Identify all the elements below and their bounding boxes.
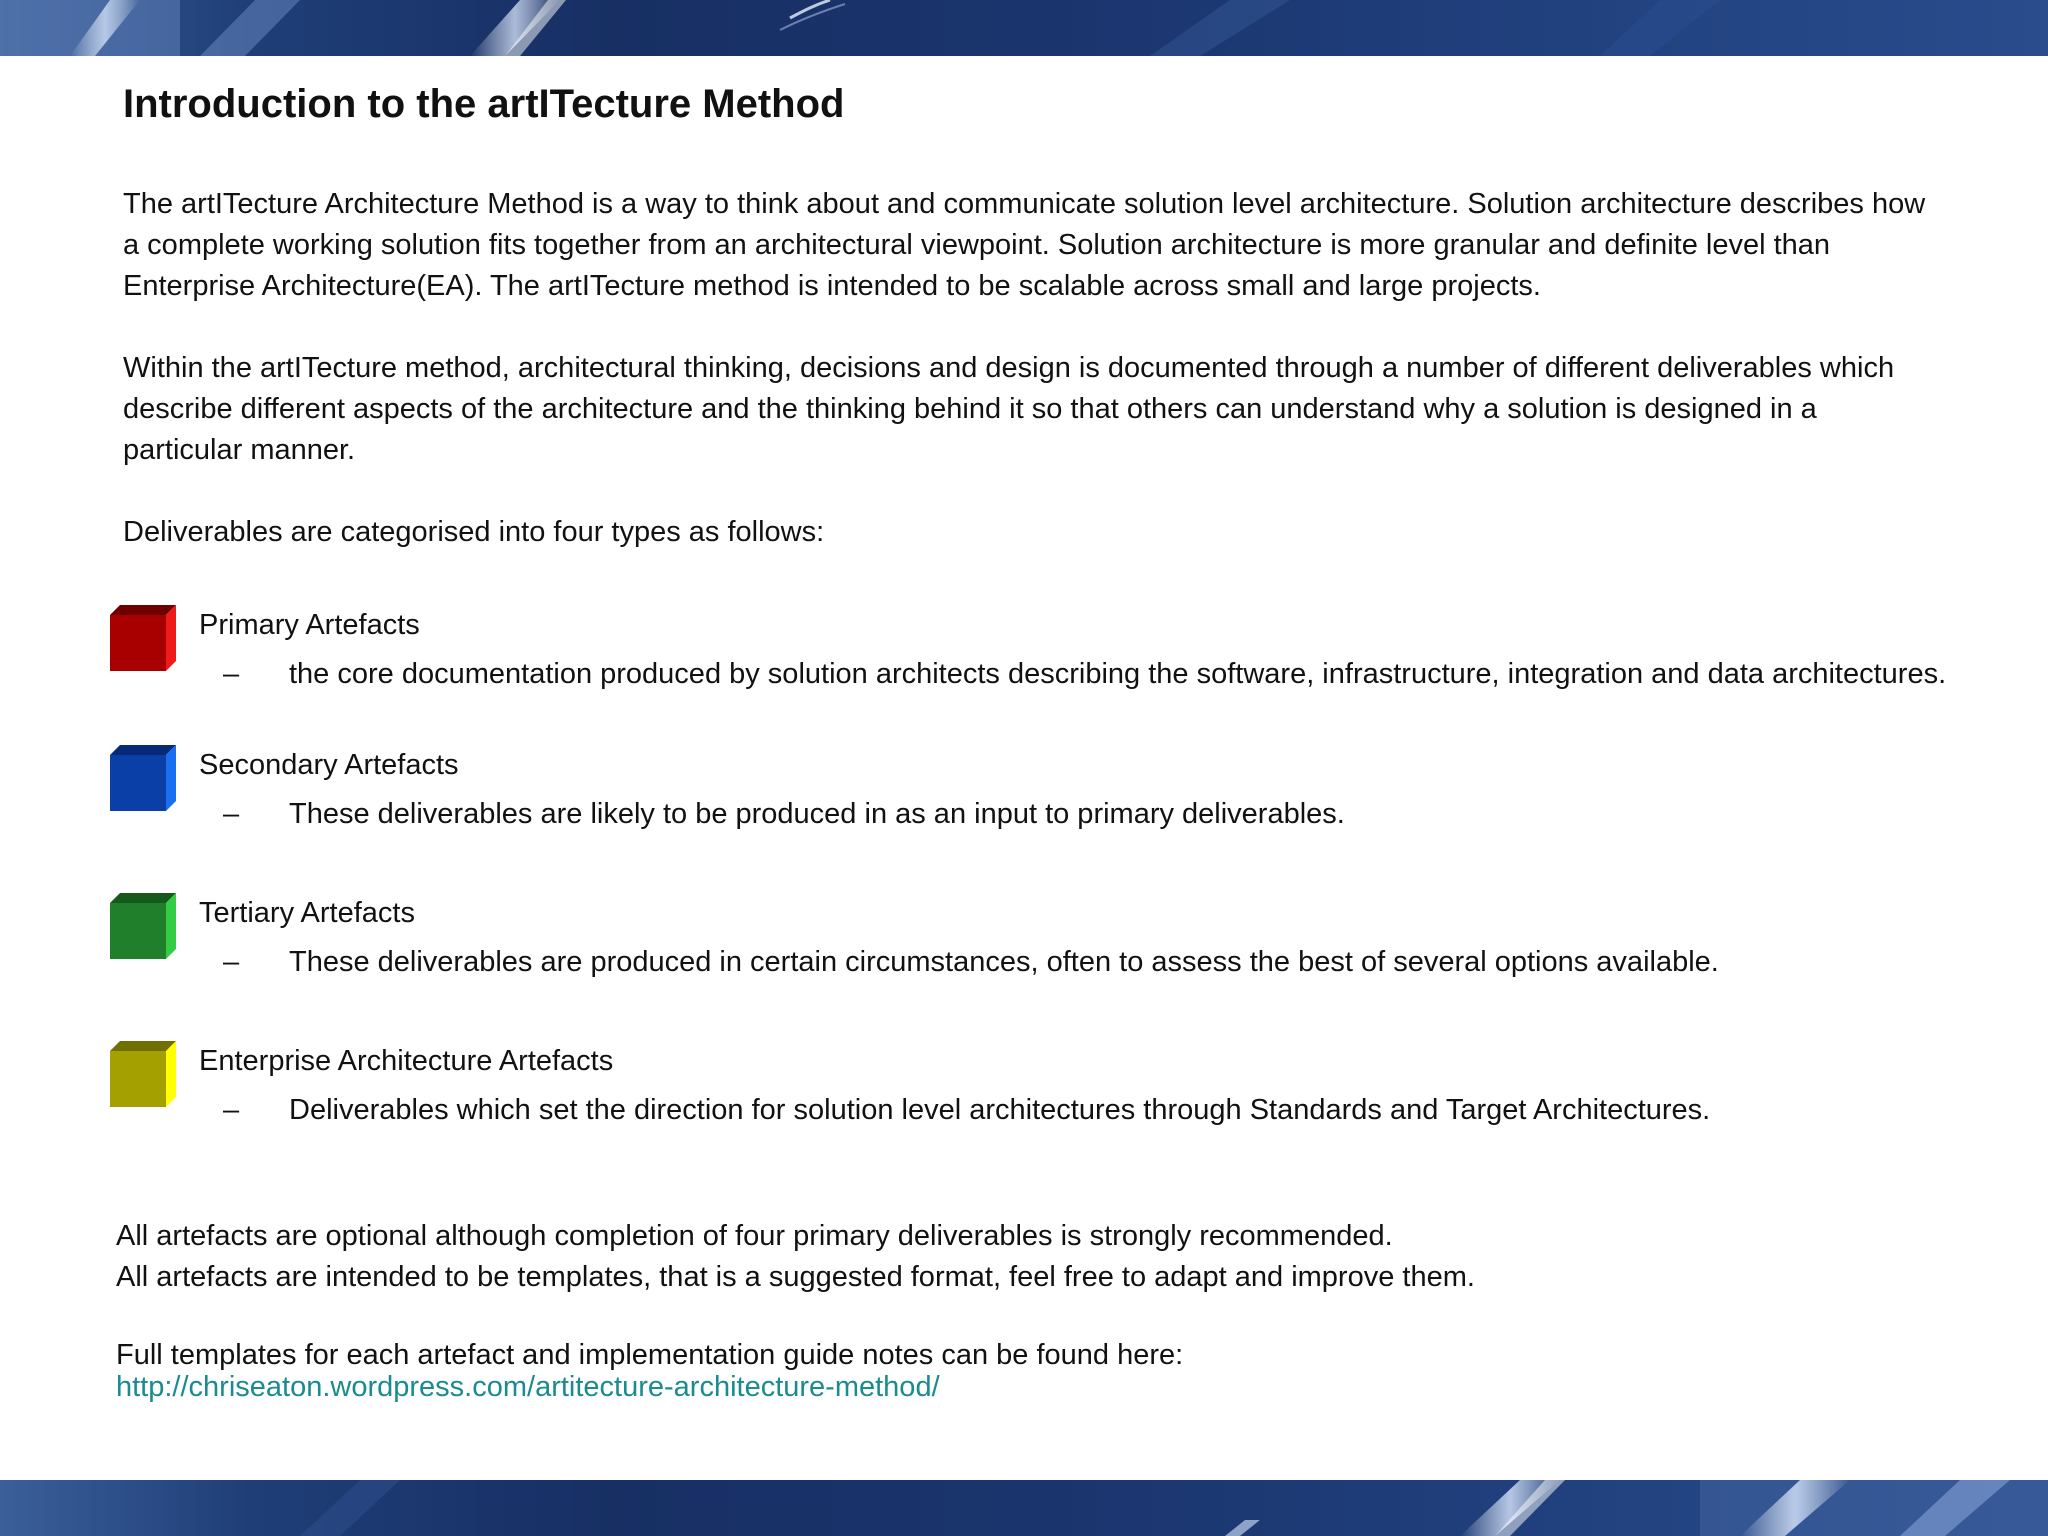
green-cube-icon (110, 893, 176, 959)
closing-line: All artefacts are optional although completion of four primary deliverables is strongly recommended. (116, 1220, 1393, 1252)
closing-notes (116, 1216, 1936, 1298)
blue-cube-icon (110, 745, 176, 811)
page-title: Introduction to the artITecture Method (123, 82, 845, 126)
closing-line: All artefacts are intended to be templates, that is a suggested format, feel free to adapt and improve them. (116, 1261, 1475, 1293)
templates-text: Full templates for each artefact and implementation guide notes can be found here: (116, 1339, 1184, 1371)
bullet-dash: – (223, 798, 240, 830)
bottom-banner-streaks (0, 1480, 2048, 1536)
category-label: Tertiary Artefacts (199, 897, 415, 929)
category-description: These deliverables are produced in certain circumstances, often to assess the best of several options available. (289, 946, 1719, 978)
category-label: Secondary Artefacts (199, 749, 459, 781)
yellow-cube-icon (110, 1041, 176, 1107)
category-description: Deliverables which set the direction for solution level architectures through Standards and Target Architectures. (289, 1094, 1711, 1126)
category-label: Enterprise Architecture Artefacts (199, 1045, 614, 1077)
category-description: the core documentation produced by solution architects describing the software, infrastructure, integration and data architectures. (289, 658, 1947, 690)
intro-paragraph: Within the artITecture method, architectural thinking, decisions and design is documented through a number of different deliverables which describe different aspects of the architecture and the thinking behind it so that others can understand why a solution is designed in a particular manner. (123, 352, 1895, 466)
templates-link[interactable]: http://chriseaton.wordpress.com/artitecture-architecture-method/ (116, 1371, 940, 1403)
bullet-dash: – (223, 946, 240, 978)
templates-note (116, 1339, 1936, 1403)
bullet-dash: – (223, 658, 240, 690)
intro-paragraph: The artITecture Architecture Method is a way to think about and communicate solution level architecture. Solution architecture describes how a complete working solution fits together from an architectural viewpoint. Solution architecture is more granular and definite level than Enterprise Architecture(EA). The artITecture method is intended to be scalable across small and large projects. (123, 188, 1926, 302)
bullet-dash: – (223, 1094, 240, 1126)
categories-intro: Deliverables are categorised into four types as follows: (123, 516, 825, 548)
category-label: Primary Artefacts (199, 609, 420, 641)
category-description: These deliverables are likely to be produced in as an input to primary deliverables. (289, 798, 1345, 830)
red-cube-icon (110, 605, 176, 671)
bottom-banner (0, 1480, 2048, 1536)
